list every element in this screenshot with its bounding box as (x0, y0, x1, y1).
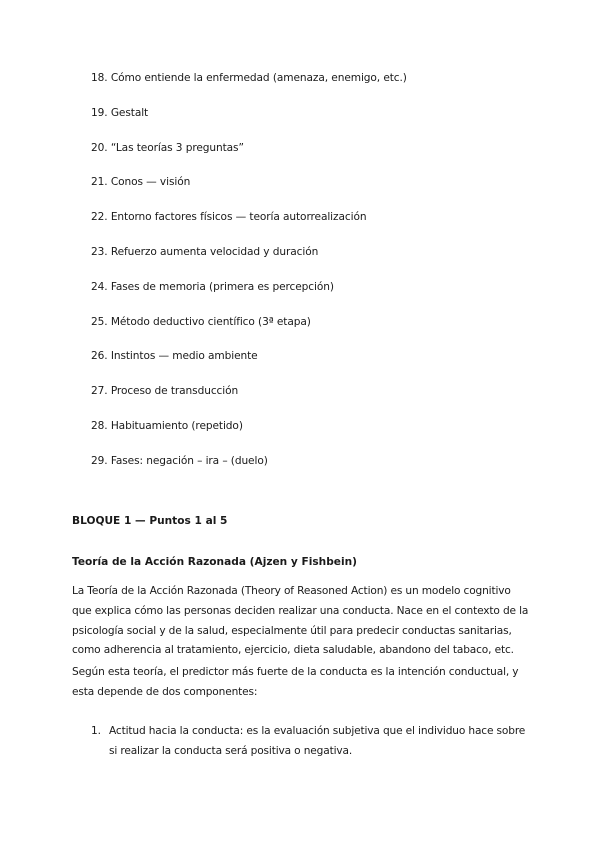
topic-item: 23. Refuerzo aumenta velocidad y duración (91, 245, 319, 258)
topic-item: 22. Entorno factores físicos — teoría autorrealización (91, 211, 367, 224)
topic-item: 21. Conos — visión (91, 176, 191, 189)
component-text: Actitud hacia la conducta: es la evaluación subjetiva que el individuo hace sobre si realizar la conducta será positiva o negativa. (109, 725, 526, 757)
topic-item: 27. Proceso de transducción (91, 385, 239, 398)
topic-list (91, 71, 407, 489)
intro-paragraph: La Teoría de la Acción Razonada (Theory of Reasoned Action) es un modelo cognitivo que explica cómo las personas deciden realizar una conducta. Nace en el contexto de la psicología social y de la salud, especialmente útil para predecir conductas sanitarias, como adherencia al tratamiento, ejercicio, dieta saludable, abandono del tabaco, etc. (72, 585, 529, 657)
topic-item: 25. Método deductivo científico (3ª etapa) (91, 315, 311, 328)
topic-item: 28. Habituamiento (repetido) (91, 419, 243, 432)
list-marker: 1. (91, 725, 101, 737)
topic-item: 19. Gestalt (91, 106, 149, 119)
topic-item: 20. “Las teorías 3 preguntas” (91, 141, 244, 154)
components-list (91, 722, 531, 762)
topic-item: 29. Fases: negación – ira – (duelo) (91, 454, 268, 467)
topic-item: 24. Fases de memoria (primera es percepción) (91, 280, 334, 293)
component-item (91, 722, 531, 762)
predictor-paragraph: Según esta teoría, el predictor más fuerte de la conducta es la intención conductual, y esta depende de dos componentes: (72, 666, 519, 698)
section-heading: BLOQUE 1 — Puntos 1 al 5 (72, 515, 228, 527)
topic-item: 26. Instintos — medio ambiente (91, 350, 258, 363)
theory-heading: Teoría de la Acción Razonada (Ajzen y Fishbein) (72, 556, 358, 568)
topic-item: 18. Cómo entiende la enfermedad (amenaza, enemigo, etc.) (91, 72, 407, 84)
